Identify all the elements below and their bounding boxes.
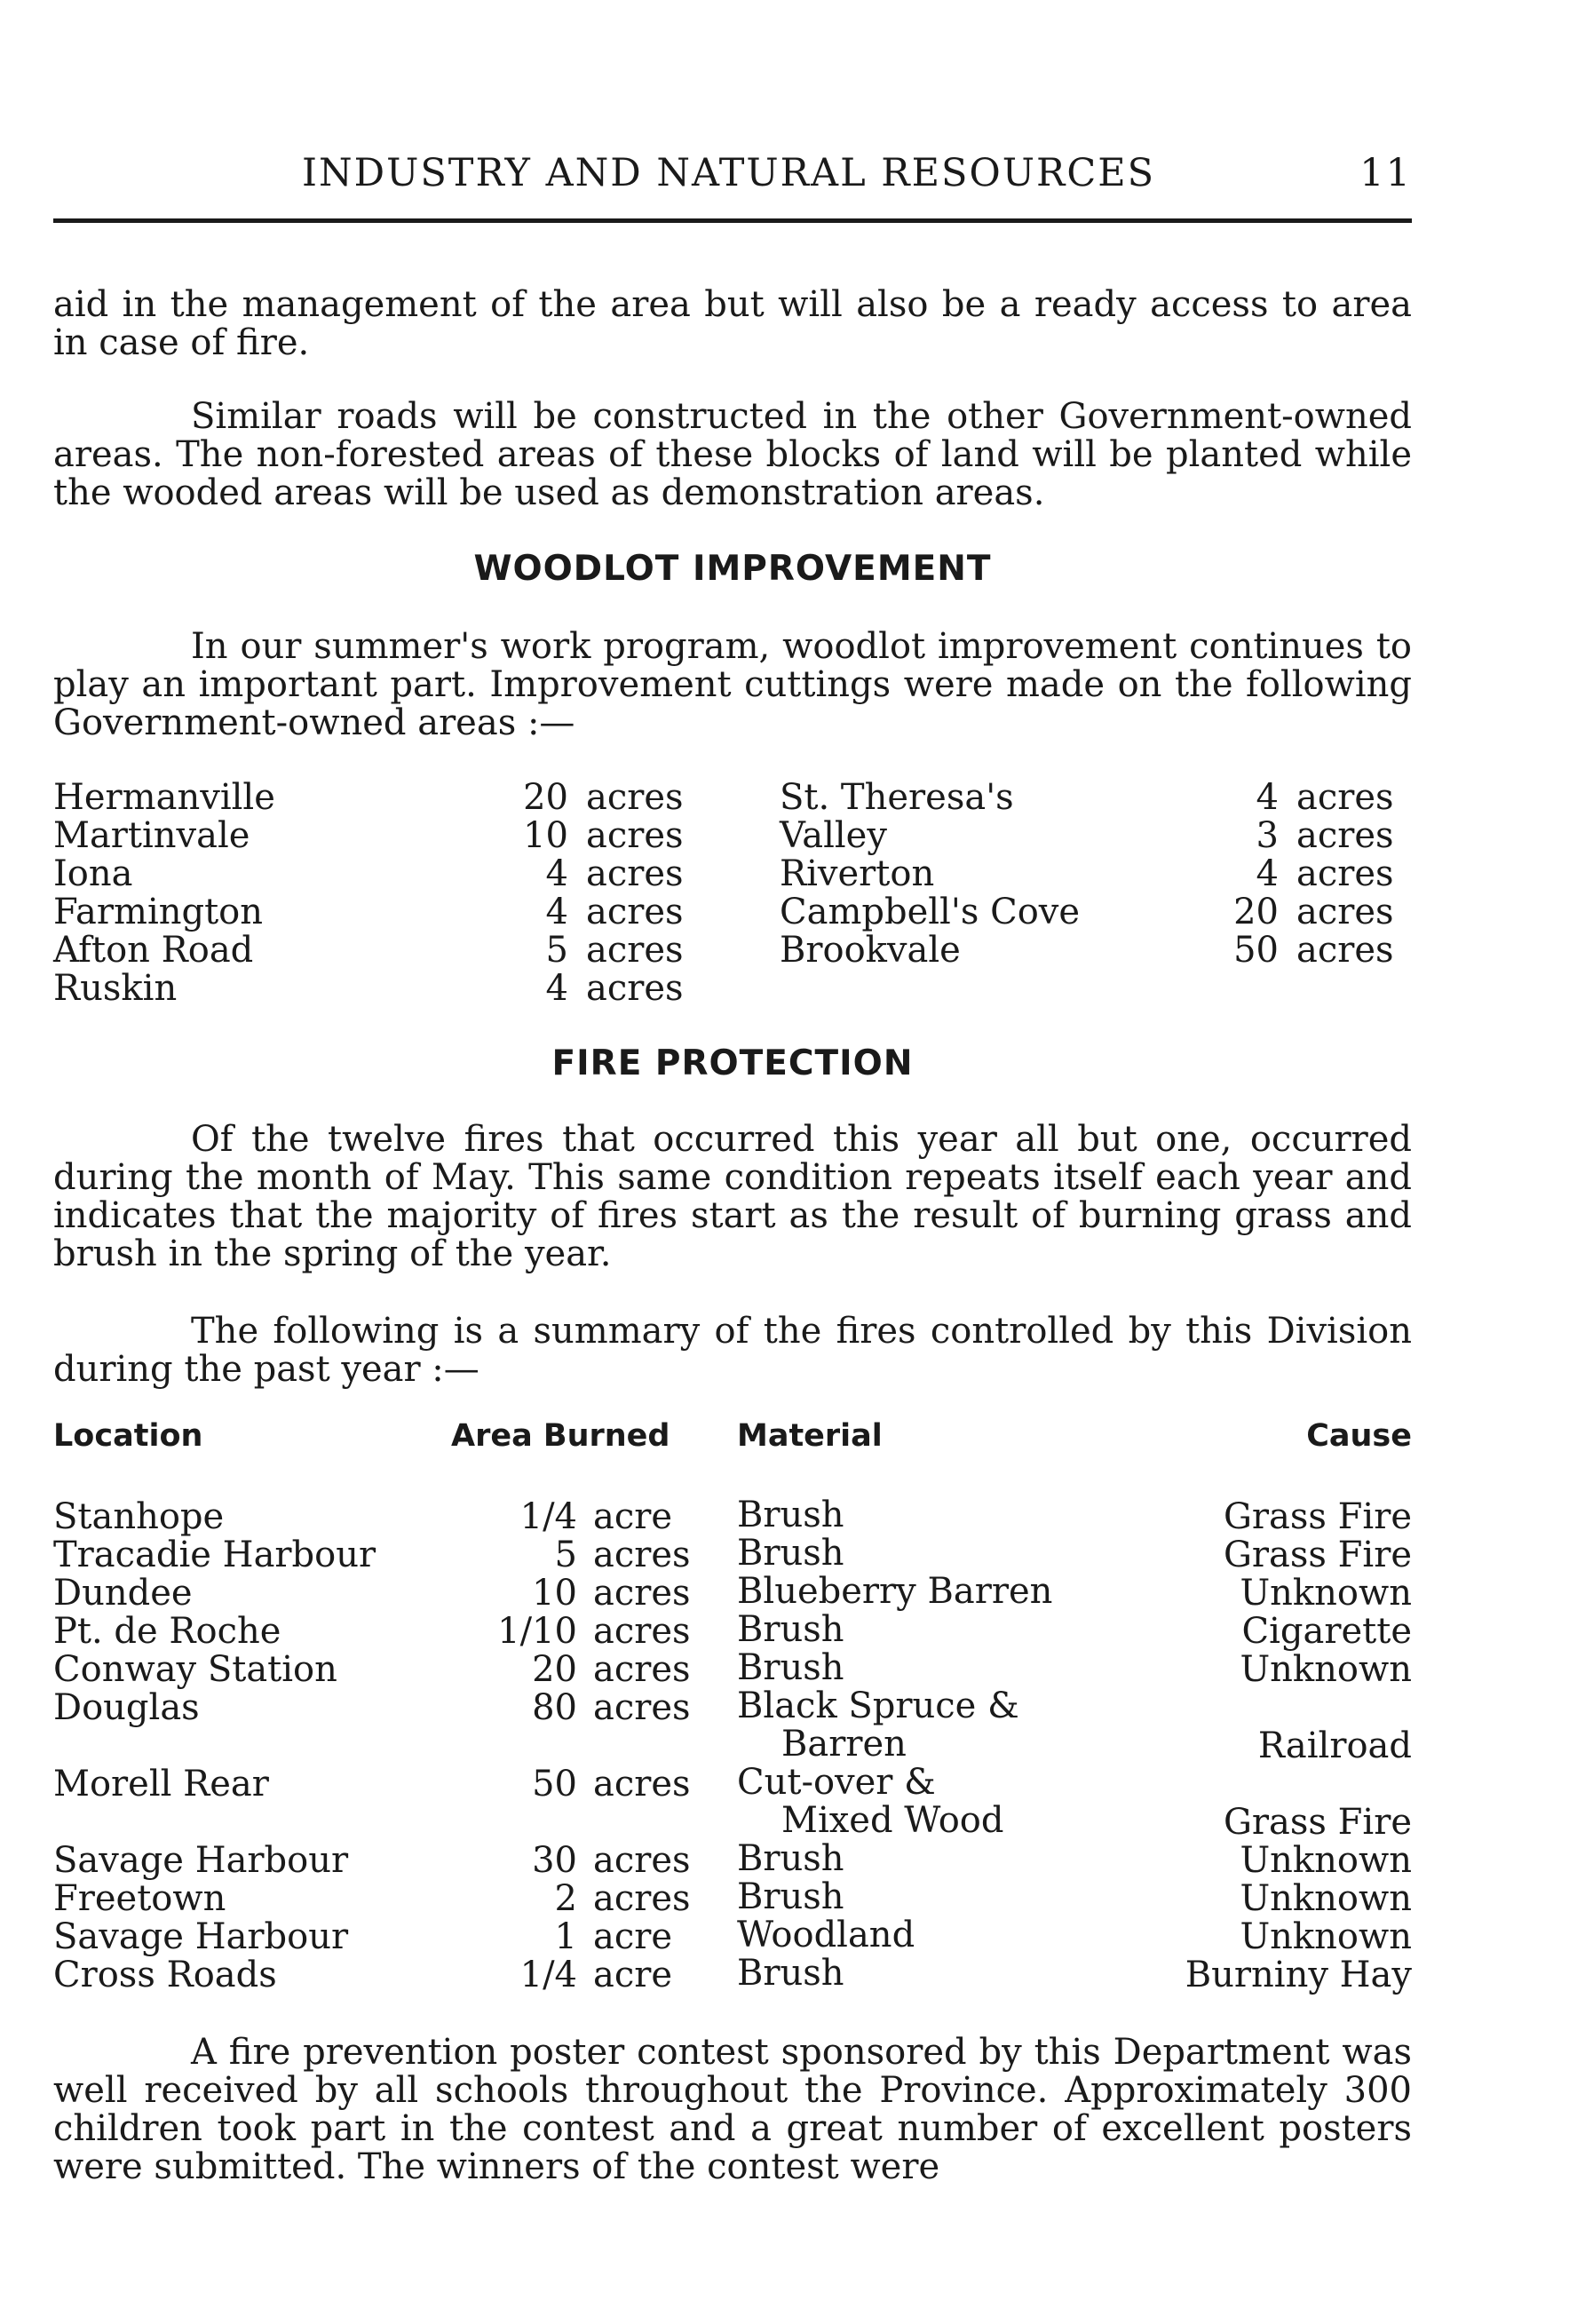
woodlot-acres-unit: acres: [586, 853, 684, 894]
fire-material: Brush: [737, 1609, 844, 1650]
woodlot-acres-unit: acres: [1296, 892, 1394, 932]
fire-area-unit: acre: [593, 1916, 673, 1957]
fire-table: [53, 1496, 1412, 1993]
fire-table-row: [53, 1762, 1412, 1843]
fire-material: Blueberry Barren: [737, 1571, 1053, 1612]
woodlot-place: Hermanville: [53, 777, 275, 818]
fire-area-unit: acre: [593, 1955, 673, 1995]
fire-cause: Burniny Hay: [1185, 1955, 1412, 1995]
fire-location: Douglas: [53, 1687, 200, 1728]
fire-material: Mixed Wood: [781, 1800, 1004, 1841]
fire-area-number: 5: [554, 1535, 577, 1575]
fire-table-row: [53, 1647, 1412, 1690]
fire-location: Dundee: [53, 1573, 193, 1614]
woodlot-place: Martinvale: [53, 815, 250, 856]
woodlot-acres-unit: acres: [586, 968, 684, 1009]
woodlot-row: [53, 968, 1412, 1009]
woodlot-place: Afton Road: [53, 930, 254, 971]
woodlot-row: [53, 853, 1412, 892]
woodlot-place: Iona: [53, 853, 133, 894]
fire-table-row: [53, 1496, 1412, 1535]
woodlot-acres-unit: acres: [586, 892, 684, 932]
woodlot-acres-unit: acres: [586, 815, 684, 856]
fire-table-row: [53, 1916, 1412, 1955]
woodlot-place: Campbell's Cove: [780, 892, 1081, 932]
fire-area-unit: acres: [593, 1535, 691, 1575]
fire-cause: Unknown: [1240, 1573, 1412, 1614]
running-head-title: INDUSTRY AND NATURAL RESOURCES: [302, 151, 1156, 195]
fire-area-unit: acres: [593, 1878, 691, 1919]
fire-cause: Unknown: [1240, 1649, 1412, 1690]
fire-area-unit: acres: [593, 1687, 691, 1728]
woodlot-place: Ruskin: [53, 968, 178, 1009]
fire-table-row: [53, 1687, 1412, 1764]
header-rule: [53, 218, 1412, 223]
fire-area-number: 10: [532, 1573, 577, 1614]
woodlot-acres-number: 10: [523, 815, 568, 856]
woodlot-acres-number: 4: [545, 892, 568, 932]
paragraph-4: Of the twelve fires that occurred this year all but one, occurred during the month of May. This same condition repeats itself each year and indicates that the majority of fires start as the result of burning grass and brush in the spring of the year.: [53, 1119, 1412, 1274]
col-cause: Cause: [1306, 1418, 1412, 1454]
fire-table-row: [53, 1535, 1412, 1573]
woodlot-acres-number: 20: [523, 777, 568, 818]
fire-area-unit: acres: [593, 1840, 691, 1881]
woodlot-place: Valley: [780, 815, 887, 856]
fire-cause: Unknown: [1240, 1840, 1412, 1881]
woodlot-acres-number: 50: [1233, 930, 1279, 971]
col-material: Material: [737, 1418, 883, 1454]
fire-area-number: 30: [532, 1840, 577, 1881]
fire-area-number: 80: [532, 1687, 577, 1728]
fire-area-unit: acres: [593, 1573, 691, 1614]
woodlot-row: [53, 892, 1412, 930]
page-number: 11: [1359, 151, 1412, 195]
fire-cause: Grass Fire: [1223, 1802, 1412, 1843]
fire-area-number: 20: [532, 1649, 577, 1690]
woodlot-row: [53, 815, 1412, 856]
fire-material: Brush: [737, 1533, 844, 1574]
woodlot-row: [53, 777, 1412, 818]
fire-area-unit: acre: [593, 1496, 673, 1537]
fire-cause: Grass Fire: [1223, 1496, 1412, 1537]
woodlot-acres-unit: acres: [586, 777, 684, 818]
fire-material: Brush: [737, 1838, 844, 1879]
woodlot-place: Brookvale: [780, 930, 961, 971]
fire-area-number: 2: [554, 1878, 577, 1919]
fire-area-unit: acres: [593, 1649, 691, 1690]
fire-area-number: 1/4: [519, 1955, 577, 1995]
fire-location: Cross Roads: [53, 1955, 277, 1995]
woodlot-place: St. Theresa's: [780, 777, 1014, 818]
woodlot-acres-unit: acres: [1296, 777, 1394, 818]
woodlot-acres-number: 4: [1256, 777, 1279, 818]
fire-location: Stanhope: [53, 1496, 225, 1537]
paragraph-3: In our summer's work program, woodlot improvement continues to play an important part. Improvement cuttings were made on the following Government-owned areas :—: [53, 626, 1412, 743]
fire-area-number: 1: [554, 1916, 577, 1957]
woodlot-list: [53, 777, 1412, 1009]
woodlot-acres-unit: acres: [1296, 815, 1394, 856]
fire-area-number: 1/10: [497, 1611, 577, 1652]
fire-location: Morell Rear: [53, 1764, 269, 1804]
fire-table-row: [53, 1609, 1412, 1652]
fire-area-number: 50: [532, 1764, 577, 1804]
fire-location: Tracadie Harbour: [53, 1535, 376, 1575]
fire-cause: Unknown: [1240, 1916, 1412, 1957]
fire-area-unit: acres: [593, 1764, 691, 1804]
woodlot-place: Farmington: [53, 892, 264, 932]
woodlot-acres-number: 4: [1256, 853, 1279, 894]
woodlot-acres-unit: acres: [586, 930, 684, 971]
paragraph-6: A fire prevention poster contest sponsored by this Department was well received by all schools throughout the Province. Approximately 300 children took part in the contest and a great number of excellent posters were submitted. The winners of the contest were: [53, 2032, 1412, 2187]
woodlot-row: [53, 930, 1412, 971]
fire-area-number: 1/4: [519, 1496, 577, 1537]
fire-material: Barren: [781, 1724, 907, 1765]
fire-material: Woodland: [737, 1915, 915, 1955]
fire-material: Brush: [737, 1495, 844, 1535]
paragraph-1: aid in the management of the area but will also be a ready access to area in case of fire.: [53, 284, 1412, 363]
col-area-burned: Area Burned: [451, 1418, 670, 1454]
woodlot-acres-number: 5: [545, 930, 568, 971]
fire-table-row: [53, 1838, 1412, 1881]
fire-cause: Grass Fire: [1223, 1535, 1412, 1575]
fire-cause: Cigarette: [1241, 1611, 1412, 1652]
woodlot-acres-number: 4: [545, 853, 568, 894]
fire-table-row: [53, 1571, 1412, 1614]
col-location: Location: [53, 1418, 203, 1454]
fire-material: Black Spruce &: [737, 1685, 1019, 1726]
fire-material: Brush: [737, 1647, 844, 1688]
fire-location: Conway Station: [53, 1649, 337, 1690]
fire-area-unit: acres: [593, 1611, 691, 1652]
fire-location: Savage Harbour: [53, 1840, 349, 1881]
fire-table-row: [53, 1876, 1412, 1919]
document-page: [53, 0, 1412, 2324]
fire-location: Freetown: [53, 1878, 226, 1919]
fire-cause: Unknown: [1240, 1878, 1412, 1919]
woodlot-acres-unit: acres: [1296, 930, 1394, 971]
fire-location: Savage Harbour: [53, 1916, 349, 1957]
woodlot-acres-number: 4: [545, 968, 568, 1009]
fire-material: Brush: [737, 1953, 844, 1994]
woodlot-place: Riverton: [780, 853, 935, 894]
fire-material: Cut-over &: [737, 1762, 936, 1803]
woodlot-acres-number: 20: [1233, 892, 1279, 932]
woodlot-acres-unit: acres: [1296, 853, 1394, 894]
fire-material: Brush: [737, 1876, 844, 1917]
heading-fire-protection: FIRE PROTECTION: [551, 1043, 914, 1083]
fire-location: Pt. de Roche: [53, 1611, 281, 1652]
heading-woodlot-improvement: WOODLOT IMPROVEMENT: [473, 549, 992, 589]
paragraph-2: Similar roads will be constructed in the other Government-owned areas. The non-forested areas of these blocks of land will be planted while the wooded areas will be used as demonstration areas.: [53, 396, 1412, 513]
fire-table-row: [53, 1955, 1412, 1993]
paragraph-5: The following is a summary of the fires controlled by this Division during the past year :—: [53, 1311, 1412, 1390]
fire-cause: Railroad: [1257, 1725, 1412, 1766]
woodlot-acres-number: 3: [1256, 815, 1279, 856]
